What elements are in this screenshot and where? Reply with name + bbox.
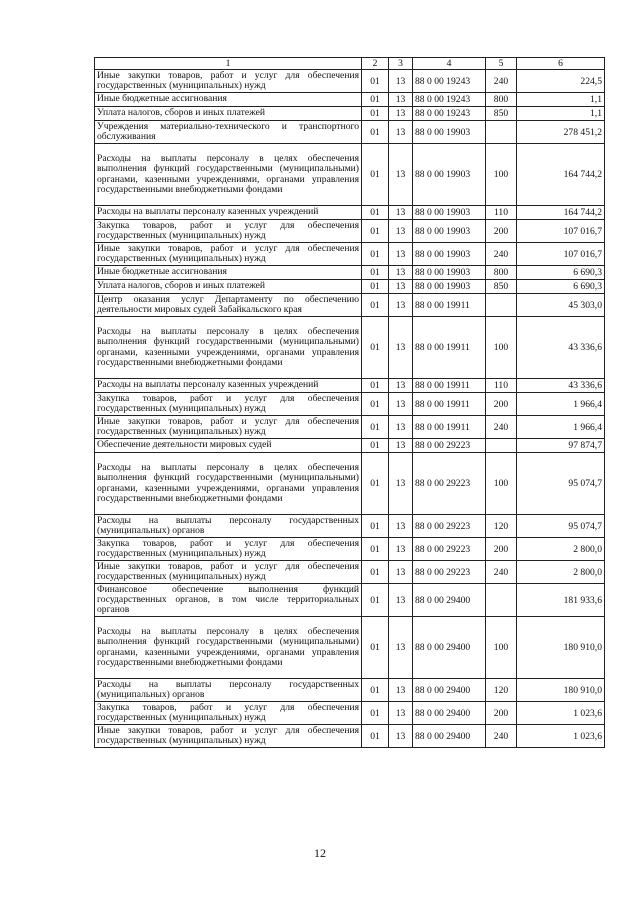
row-subsection: 13 — [389, 379, 413, 393]
row-expense-type: 240 — [486, 725, 517, 748]
row-subsection: 13 — [389, 220, 413, 243]
row-target-article: 88 0 00 29400 — [413, 584, 486, 617]
row-expense-type: 200 — [486, 393, 517, 416]
row-expense-type: 200 — [486, 538, 517, 561]
budget-table — [94, 57, 605, 748]
table-row — [95, 538, 605, 561]
table-row — [95, 617, 605, 679]
row-expense-type: 100 — [486, 144, 517, 206]
row-target-article: 88 0 00 19903 — [413, 280, 486, 294]
row-expense-type: 120 — [486, 679, 517, 702]
table-row — [95, 584, 605, 617]
row-section: 01 — [362, 515, 389, 538]
row-name: Иные закупки товаров, работ и услуг для обеспечения государственных (муниципальных) нужд — [95, 70, 362, 93]
row-subsection: 13 — [389, 515, 413, 538]
table-header-row — [95, 58, 605, 70]
row-target-article: 88 0 00 29400 — [413, 679, 486, 702]
table-row — [95, 70, 605, 93]
table-row — [95, 294, 605, 317]
row-expense-type: 200 — [486, 702, 517, 725]
table-row — [95, 515, 605, 538]
row-name: Закупка товаров, работ и услуг для обеспечения государственных (муниципальных) нужд — [95, 220, 362, 243]
row-section: 01 — [362, 144, 389, 206]
col-header-expense-type: 5 — [486, 58, 517, 70]
row-expense-type: 120 — [486, 515, 517, 538]
row-amount: 95 074,7 — [517, 453, 605, 515]
row-subsection: 13 — [389, 266, 413, 280]
row-expense-type — [486, 439, 517, 453]
row-section: 01 — [362, 243, 389, 266]
row-expense-type: 850 — [486, 280, 517, 294]
row-subsection: 13 — [389, 725, 413, 748]
row-target-article: 88 0 00 19903 — [413, 220, 486, 243]
row-amount: 1 966,4 — [517, 393, 605, 416]
row-subsection: 13 — [389, 107, 413, 121]
table-row — [95, 206, 605, 220]
row-section: 01 — [362, 584, 389, 617]
row-expense-type: 200 — [486, 220, 517, 243]
row-section: 01 — [362, 538, 389, 561]
row-name: Центр оказания услуг Департаменту по обеспечению деятельности мировых судей Забайкальского края — [95, 294, 362, 317]
row-section: 01 — [362, 93, 389, 107]
row-name: Закупка товаров, работ и услуг для обеспечения государственных (муниципальных) нужд — [95, 702, 362, 725]
row-amount: 95 074,7 — [517, 515, 605, 538]
row-subsection: 13 — [389, 679, 413, 702]
row-expense-type: 100 — [486, 617, 517, 679]
row-name: Расходы на выплаты персоналу государственных (муниципальных) органов — [95, 679, 362, 702]
row-target-article: 88 0 00 19903 — [413, 243, 486, 266]
row-amount: 278 451,2 — [517, 121, 605, 144]
row-subsection: 13 — [389, 70, 413, 93]
row-target-article: 88 0 00 19911 — [413, 416, 486, 439]
row-section: 01 — [362, 561, 389, 584]
table-row — [95, 416, 605, 439]
col-header-section: 2 — [362, 58, 389, 70]
row-target-article: 88 0 00 19911 — [413, 317, 486, 379]
col-header-amount: 6 — [517, 58, 605, 70]
table-row — [95, 679, 605, 702]
row-name: Иные закупки товаров, работ и услуг для обеспечения государственных (муниципальных) нужд — [95, 561, 362, 584]
row-name: Расходы на выплаты персоналу государственных (муниципальных) органов — [95, 515, 362, 538]
row-target-article: 88 0 00 19903 — [413, 144, 486, 206]
row-subsection: 13 — [389, 243, 413, 266]
row-target-article: 88 0 00 19911 — [413, 393, 486, 416]
row-section: 01 — [362, 617, 389, 679]
row-subsection: 13 — [389, 617, 413, 679]
row-section: 01 — [362, 121, 389, 144]
row-subsection: 13 — [389, 121, 413, 144]
row-amount: 43 336,6 — [517, 317, 605, 379]
row-name: Иные закупки товаров, работ и услуг для обеспечения государственных (муниципальных) нужд — [95, 725, 362, 748]
row-expense-type — [486, 121, 517, 144]
table-row — [95, 393, 605, 416]
row-name: Расходы на выплаты персоналу в целях обеспечения выполнения функций государственными (муниципальными) органами, казенными учреждениями, органами управления государственными внебюджетными фондами — [95, 317, 362, 379]
row-section: 01 — [362, 416, 389, 439]
row-section: 01 — [362, 439, 389, 453]
table-row — [95, 439, 605, 453]
col-header-name: 1 — [95, 58, 362, 70]
row-amount: 6 690,3 — [517, 266, 605, 280]
row-target-article: 88 0 00 19903 — [413, 121, 486, 144]
row-name: Иные бюджетные ассигнования — [95, 266, 362, 280]
row-subsection: 13 — [389, 317, 413, 379]
row-name: Иные закупки товаров, работ и услуг для обеспечения государственных (муниципальных) нужд — [95, 243, 362, 266]
row-target-article: 88 0 00 29223 — [413, 453, 486, 515]
row-expense-type: 240 — [486, 561, 517, 584]
row-target-article: 88 0 00 29400 — [413, 617, 486, 679]
row-subsection: 13 — [389, 561, 413, 584]
row-amount: 180 910,0 — [517, 679, 605, 702]
row-amount: 2 800,0 — [517, 561, 605, 584]
table-row — [95, 280, 605, 294]
row-expense-type: 110 — [486, 379, 517, 393]
table-row — [95, 107, 605, 121]
row-section: 01 — [362, 379, 389, 393]
row-amount: 224,5 — [517, 70, 605, 93]
row-section: 01 — [362, 280, 389, 294]
row-name: Обеспечение деятельности мировых судей — [95, 439, 362, 453]
row-expense-type — [486, 294, 517, 317]
row-amount: 164 744,2 — [517, 144, 605, 206]
row-amount: 1 023,6 — [517, 702, 605, 725]
row-expense-type: 800 — [486, 266, 517, 280]
row-expense-type: 800 — [486, 93, 517, 107]
row-name: Финансовое обеспечение выполнения функций государственных органов, в том числе территориальных органов — [95, 584, 362, 617]
row-name: Закупка товаров, работ и услуг для обеспечения государственных (муниципальных) нужд — [95, 538, 362, 561]
table-row — [95, 317, 605, 379]
row-name: Расходы на выплаты персоналу в целях обеспечения выполнения функций государственными (муниципальными) органами, казенными учреждениями, органами управления государственными внебюджетными фондами — [95, 453, 362, 515]
row-target-article: 88 0 00 19903 — [413, 206, 486, 220]
row-expense-type: 240 — [486, 70, 517, 93]
row-section: 01 — [362, 393, 389, 416]
row-subsection: 13 — [389, 206, 413, 220]
row-name: Учреждения материально-технического и транспортного обслуживания — [95, 121, 362, 144]
row-amount: 181 933,6 — [517, 584, 605, 617]
table-row — [95, 561, 605, 584]
table-row — [95, 702, 605, 725]
row-target-article: 88 0 00 19911 — [413, 379, 486, 393]
row-section: 01 — [362, 206, 389, 220]
row-name: Уплата налогов, сборов и иных платежей — [95, 280, 362, 294]
row-amount: 107 016,7 — [517, 220, 605, 243]
row-section: 01 — [362, 317, 389, 379]
row-subsection: 13 — [389, 393, 413, 416]
row-amount: 164 744,2 — [517, 206, 605, 220]
row-amount: 1,1 — [517, 93, 605, 107]
row-expense-type: 110 — [486, 206, 517, 220]
row-subsection: 13 — [389, 702, 413, 725]
table-row — [95, 93, 605, 107]
row-amount: 2 800,0 — [517, 538, 605, 561]
row-target-article: 88 0 00 29400 — [413, 725, 486, 748]
row-amount: 180 910,0 — [517, 617, 605, 679]
row-subsection: 13 — [389, 144, 413, 206]
row-target-article: 88 0 00 19243 — [413, 107, 486, 121]
table-row — [95, 266, 605, 280]
table-row — [95, 453, 605, 515]
row-target-article: 88 0 00 29223 — [413, 439, 486, 453]
row-target-article: 88 0 00 29223 — [413, 561, 486, 584]
table-row — [95, 725, 605, 748]
row-subsection: 13 — [389, 294, 413, 317]
row-subsection: 13 — [389, 584, 413, 617]
row-target-article: 88 0 00 29223 — [413, 515, 486, 538]
row-name: Расходы на выплаты персоналу в целях обеспечения выполнения функций государственными (муниципальными) органами, казенными учреждениями, органами управления государственными внебюджетными фондами — [95, 617, 362, 679]
row-name: Иные закупки товаров, работ и услуг для обеспечения государственных (муниципальных) нужд — [95, 416, 362, 439]
row-section: 01 — [362, 266, 389, 280]
row-expense-type: 240 — [486, 416, 517, 439]
row-subsection: 13 — [389, 538, 413, 561]
row-target-article: 88 0 00 19903 — [413, 266, 486, 280]
row-expense-type: 100 — [486, 453, 517, 515]
row-expense-type: 850 — [486, 107, 517, 121]
row-target-article: 88 0 00 19911 — [413, 294, 486, 317]
table-row — [95, 144, 605, 206]
row-amount: 97 874,7 — [517, 439, 605, 453]
row-target-article: 88 0 00 19243 — [413, 70, 486, 93]
row-section: 01 — [362, 725, 389, 748]
row-name: Закупка товаров, работ и услуг для обеспечения государственных (муниципальных) нужд — [95, 393, 362, 416]
row-name: Уплата налогов, сборов и иных платежей — [95, 107, 362, 121]
table-row — [95, 220, 605, 243]
table-row — [95, 379, 605, 393]
row-expense-type: 240 — [486, 243, 517, 266]
row-section: 01 — [362, 453, 389, 515]
row-section: 01 — [362, 220, 389, 243]
row-amount: 43 336,6 — [517, 379, 605, 393]
row-subsection: 13 — [389, 93, 413, 107]
row-amount: 1 966,4 — [517, 416, 605, 439]
row-amount: 1 023,6 — [517, 725, 605, 748]
row-expense-type — [486, 584, 517, 617]
row-subsection: 13 — [389, 439, 413, 453]
row-target-article: 88 0 00 29223 — [413, 538, 486, 561]
row-target-article: 88 0 00 29400 — [413, 702, 486, 725]
row-subsection: 13 — [389, 416, 413, 439]
col-header-target-article: 4 — [413, 58, 486, 70]
row-expense-type: 100 — [486, 317, 517, 379]
row-name: Расходы на выплаты персоналу казенных учреждений — [95, 379, 362, 393]
row-amount: 6 690,3 — [517, 280, 605, 294]
col-header-subsection: 3 — [389, 58, 413, 70]
row-subsection: 13 — [389, 453, 413, 515]
row-section: 01 — [362, 679, 389, 702]
row-section: 01 — [362, 702, 389, 725]
row-subsection: 13 — [389, 280, 413, 294]
row-amount: 45 303,0 — [517, 294, 605, 317]
row-section: 01 — [362, 70, 389, 93]
row-amount: 107 016,7 — [517, 243, 605, 266]
row-amount: 1,1 — [517, 107, 605, 121]
row-name: Расходы на выплаты персоналу казенных учреждений — [95, 206, 362, 220]
row-section: 01 — [362, 294, 389, 317]
table-row — [95, 243, 605, 266]
row-name: Иные бюджетные ассигнования — [95, 93, 362, 107]
table-row — [95, 121, 605, 144]
row-section: 01 — [362, 107, 389, 121]
page-number: 12 — [314, 846, 326, 860]
row-target-article: 88 0 00 19243 — [413, 93, 486, 107]
row-name: Расходы на выплаты персоналу в целях обеспечения выполнения функций государственными (муниципальными) органами, казенными учреждениями, органами управления государственными внебюджетными фондами — [95, 144, 362, 206]
